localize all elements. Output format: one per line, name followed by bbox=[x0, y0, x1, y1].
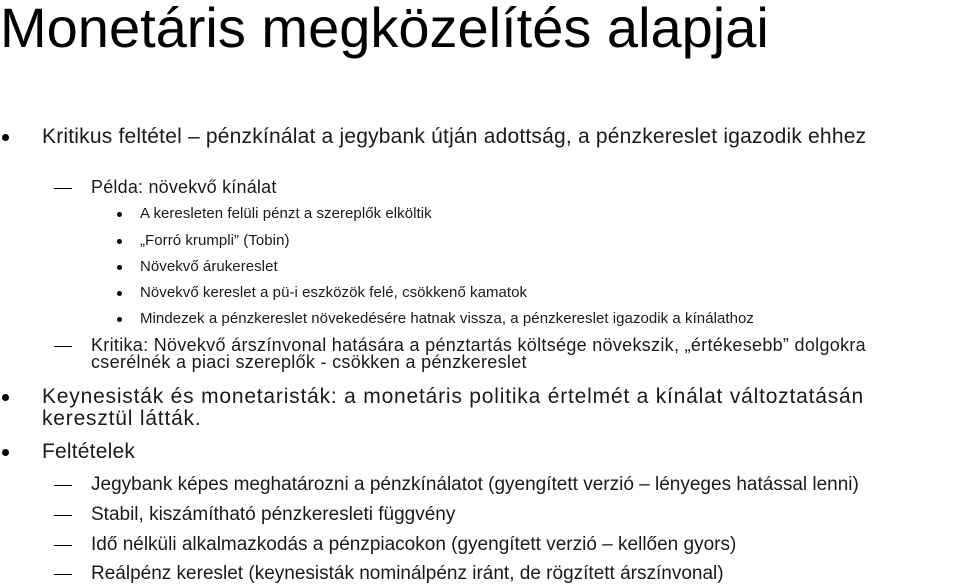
bullet-text: Keynesisták és monetaristák: a monetáris politika értelmét a kínálat változtatásán keresztül látták. bbox=[42, 385, 864, 430]
bullet-text: Feltételek bbox=[42, 440, 136, 463]
bullet-text: „Forró krumpli” (Tobin) bbox=[140, 232, 290, 249]
bullet-text: A keresleten felüli pénzt a szereplők elköltik bbox=[140, 205, 432, 222]
bullet-dot-icon bbox=[2, 449, 9, 456]
bullet-dash-icon bbox=[54, 574, 72, 575]
bullet-dot-icon bbox=[2, 134, 9, 141]
bullet-dash-icon bbox=[54, 545, 72, 546]
slide-title: Monetáris megközelítés alapjai bbox=[0, 0, 769, 59]
bullet-text: Kritika: Növekvő árszínvonal hatására a pénztartás költsége növekszik, „értékesebb” dolgokra cserélnék a piaci szereplők - csökken a pénzkereslet bbox=[91, 335, 866, 372]
bullet-text: Kritikus feltétel – pénzkínálat a jegybank útján adottság, a pénzkereslet igazodik ehhez bbox=[42, 125, 867, 148]
bullet-text: Idő nélküli alkalmazkodás a pénzpiacokon (gyengített verzió – kellően gyors) bbox=[91, 534, 737, 555]
bullet-dash-icon bbox=[54, 188, 72, 189]
bullet-dash-icon bbox=[54, 515, 72, 516]
bullet-dash-icon bbox=[54, 346, 72, 347]
bullet-dot-icon bbox=[117, 291, 122, 296]
bullet-dash-icon bbox=[54, 485, 72, 486]
bullet-text: Növekvő kereslet a pü-i eszközök felé, csökkenő kamatok bbox=[140, 284, 528, 301]
bullet-text: Jegybank képes meghatározni a pénzkínálatot (gyengített verzió – lényeges hatással lenni) bbox=[91, 474, 859, 495]
bullet-dot-icon bbox=[117, 212, 122, 217]
bullet-text: Növekvő árukereslet bbox=[140, 258, 278, 275]
bullet-text: Mindezek a pénzkereslet növekedésére hatnak vissza, a pénzkereslet igazodik a kínálathoz bbox=[140, 310, 754, 327]
bullet-dot-icon bbox=[117, 239, 122, 244]
bullet-text: Reálpénz kereslet (keynesisták nominálpénz iránt, de rögzített árszínvonal) bbox=[91, 563, 724, 584]
bullet-dot-icon bbox=[117, 265, 122, 270]
bullet-text: Stabil, kiszámítható pénzkeresleti függvény bbox=[91, 504, 456, 525]
bullet-dot-icon bbox=[117, 317, 122, 322]
bullet-dot-icon bbox=[2, 394, 9, 401]
bullet-text: Példa: növekvő kínálat bbox=[91, 177, 277, 197]
